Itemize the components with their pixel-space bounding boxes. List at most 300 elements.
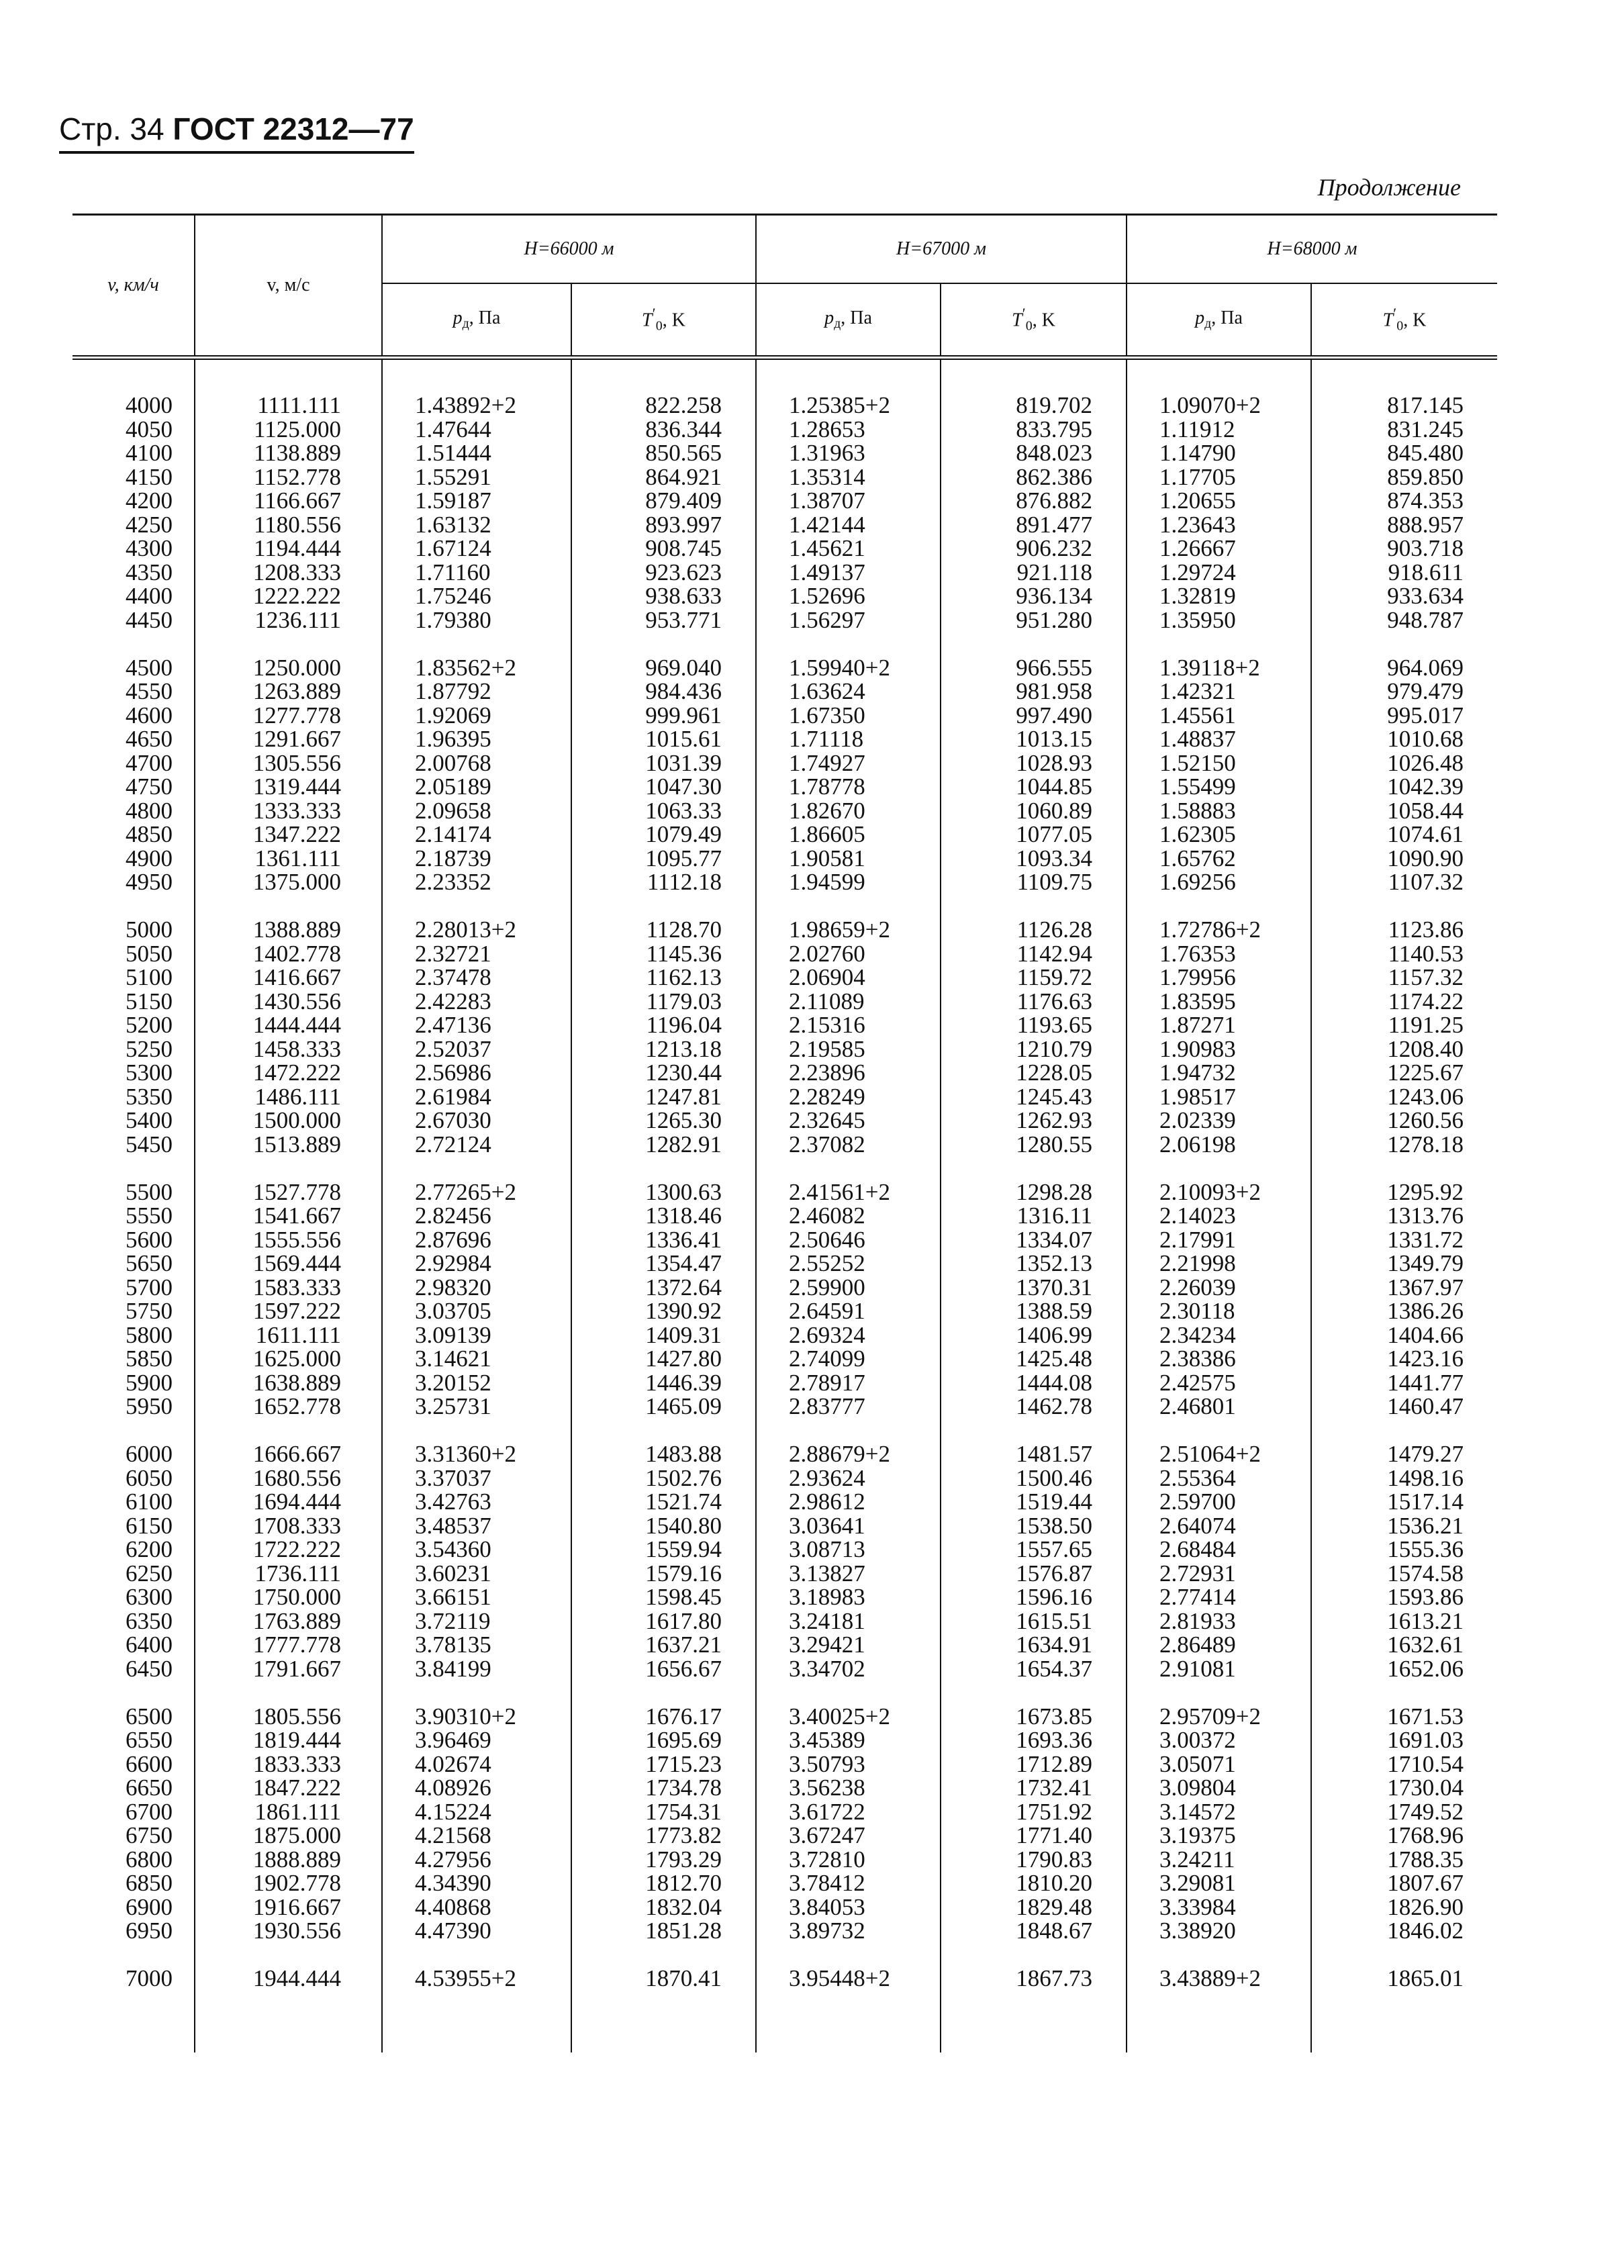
table-row: [73, 441, 1497, 465]
cell-p-h67000: 2.88679+2: [756, 1442, 941, 1466]
table-row: [73, 1967, 1497, 1991]
cell-p-h67000: 2.93624: [756, 1466, 941, 1491]
cell-v-kmh: 5200: [126, 1012, 173, 1038]
cell-p-h67000: 1.28653: [756, 418, 941, 442]
cell-p-h66000: 3.54360: [382, 1538, 571, 1562]
cell-p-h68000: 1.23643: [1127, 513, 1311, 537]
cell-p-h68000: 1.14790: [1127, 441, 1311, 465]
cell-t-h68000: 1404.66: [1311, 1323, 1497, 1348]
cell-t-h68000: 1386.26: [1311, 1299, 1497, 1323]
cell-p-h68000: 1.69256: [1127, 870, 1311, 894]
cell-p-h66000: 3.31360+2: [382, 1442, 571, 1466]
table-row: [73, 1251, 1497, 1276]
table-row: [73, 727, 1497, 751]
cell-v-kmh: 5750: [126, 1298, 173, 1324]
cell-v-kmh: 4050: [126, 416, 173, 442]
table-row: [73, 1037, 1497, 1061]
cell-t-h66000: 1851.28: [571, 1919, 756, 1943]
cell-v-kmh: 5350: [126, 1083, 173, 1110]
table-row: [73, 1895, 1497, 1920]
cell-t-h68000: 1243.06: [1311, 1085, 1497, 1109]
data-table: [73, 214, 1497, 2052]
cell-t-h66000: 938.633: [571, 584, 756, 608]
cell-p-h66000: 3.60231: [382, 1562, 571, 1586]
cell-v-kmh: 6600: [126, 1750, 173, 1777]
cell-p-h68000: 3.24211: [1127, 1848, 1311, 1872]
cell-t-h66000: 1265.30: [571, 1108, 756, 1133]
cell-v-ms: 1694.444: [195, 1490, 382, 1514]
cell-p-h66000: 4.40868: [382, 1895, 571, 1920]
cell-t-h68000: 1574.58: [1311, 1562, 1497, 1586]
cell-v-ms: 1236.111: [195, 608, 382, 632]
cell-t-h67000: 1500.46: [941, 1466, 1127, 1491]
table-row: [73, 465, 1497, 489]
cell-t-h67000: 1159.72: [941, 965, 1127, 990]
cell-p-h66000: 4.53955+2: [382, 1967, 571, 1991]
cell-t-h68000: 1010.68: [1311, 727, 1497, 751]
cell-t-h66000: 1196.04: [571, 1013, 756, 1037]
cell-v-ms: 1458.333: [195, 1037, 382, 1061]
cell-t-h68000: 1441.77: [1311, 1371, 1497, 1395]
cell-p-h68000: 1.20655: [1127, 489, 1311, 513]
cell-p-h66000: 1.59187: [382, 489, 571, 513]
cell-v-ms: 1263.889: [195, 679, 382, 704]
cell-v-kmh: 5050: [126, 940, 173, 967]
cell-t-h66000: 822.258: [571, 393, 756, 418]
cell-v-kmh: 5500: [126, 1178, 173, 1205]
cell-v-kmh: 6700: [126, 1798, 173, 1825]
cell-v-ms: 1833.333: [195, 1752, 382, 1777]
cell-p-h68000: 1.48837: [1127, 727, 1311, 751]
cell-v-ms: 1486.111: [195, 1085, 382, 1109]
cell-v-ms: 1208.333: [195, 561, 382, 585]
cell-t-h67000: 1370.31: [941, 1276, 1127, 1300]
cell-t-h66000: 1637.21: [571, 1633, 756, 1657]
cell-p-h67000: 3.13827: [756, 1562, 941, 1586]
table-row: [73, 1776, 1497, 1800]
cell-t-h66000: 1409.31: [571, 1323, 756, 1348]
cell-v-kmh: 6250: [126, 1560, 173, 1587]
cell-v-kmh: 4250: [126, 511, 173, 538]
cell-p-h66000: 1.43892+2: [382, 393, 571, 418]
table-row: [73, 1514, 1497, 1538]
table-row: [73, 965, 1497, 990]
cell-v-ms: 1847.222: [195, 1776, 382, 1800]
cell-p-h68000: 1.62305: [1127, 822, 1311, 847]
cell-p-h67000: 1.35314: [756, 465, 941, 489]
cell-t-h68000: 1026.48: [1311, 751, 1497, 775]
cell-p-h68000: 2.59700: [1127, 1490, 1311, 1514]
cell-t-h68000: 979.479: [1311, 679, 1497, 704]
cell-v-ms: 1569.444: [195, 1251, 382, 1276]
cell-v-ms: 1416.667: [195, 965, 382, 990]
cell-p-h67000: 3.45389: [756, 1728, 941, 1752]
cell-p-h67000: 2.74099: [756, 1347, 941, 1371]
cell-p-h66000: 2.56986: [382, 1061, 571, 1085]
cell-t-h68000: 874.353: [1311, 489, 1497, 513]
cell-t-h68000: 1807.67: [1311, 1871, 1497, 1895]
cell-v-ms: 1222.222: [195, 584, 382, 608]
cell-t-h68000: 1460.47: [1311, 1395, 1497, 1419]
cell-t-h68000: 1140.53: [1311, 942, 1497, 966]
cell-v-ms: 1388.889: [195, 918, 382, 942]
cell-p-h66000: 1.71160: [382, 561, 571, 585]
subheader-temperature: $T'_0$, K: [941, 283, 1127, 358]
cell-t-h66000: 1617.80: [571, 1609, 756, 1634]
cell-t-h66000: 1179.03: [571, 990, 756, 1014]
cell-p-h66000: 3.84199: [382, 1657, 571, 1681]
cell-t-h68000: 1208.40: [1311, 1037, 1497, 1061]
table-row: [73, 847, 1497, 871]
cell-p-h66000: 1.67124: [382, 536, 571, 561]
cell-t-h67000: 1557.65: [941, 1538, 1127, 1562]
cell-v-ms: 1875.000: [195, 1824, 382, 1848]
cell-p-h68000: 2.91081: [1127, 1657, 1311, 1681]
cell-p-h67000: 1.31963: [756, 441, 941, 465]
cell-v-ms: 1930.556: [195, 1919, 382, 1943]
cell-v-kmh: 6850: [126, 1870, 173, 1896]
cell-p-h67000: 3.18983: [756, 1585, 941, 1609]
cell-p-h66000: 3.72119: [382, 1609, 571, 1634]
cell-v-ms: 1944.444: [195, 1967, 382, 1991]
table-row: [73, 1705, 1497, 1729]
cell-t-h67000: 1109.75: [941, 870, 1127, 894]
cell-t-h67000: 1280.55: [941, 1133, 1127, 1157]
cell-t-h68000: 1671.53: [1311, 1705, 1497, 1729]
cell-v-kmh: 6900: [126, 1893, 173, 1920]
spacer-row: [73, 1943, 1497, 1967]
cell-t-h67000: 1444.08: [941, 1371, 1127, 1395]
cell-t-h67000: 936.134: [941, 584, 1127, 608]
cell-p-h66000: 4.47390: [382, 1919, 571, 1943]
cell-p-h66000: 2.77265+2: [382, 1180, 571, 1204]
table-row: [73, 1585, 1497, 1609]
cell-t-h67000: 1634.91: [941, 1633, 1127, 1657]
table-row: [73, 918, 1497, 942]
cell-p-h67000: 3.89732: [756, 1919, 941, 1943]
cell-v-kmh: 5100: [126, 964, 173, 990]
cell-p-h68000: 3.09804: [1127, 1776, 1311, 1800]
cell-t-h67000: 1028.93: [941, 751, 1127, 775]
cell-t-h68000: 1225.67: [1311, 1061, 1497, 1085]
cell-p-h66000: 3.48537: [382, 1514, 571, 1538]
cell-t-h66000: 1230.44: [571, 1061, 756, 1085]
cell-v-kmh: 5550: [126, 1202, 173, 1229]
cell-p-h67000: 2.59900: [756, 1276, 941, 1300]
cell-t-h68000: 1768.96: [1311, 1824, 1497, 1848]
cell-p-h66000: 1.55291: [382, 465, 571, 489]
cell-t-h67000: 1771.40: [941, 1824, 1127, 1848]
cell-v-kmh: 5850: [126, 1345, 173, 1372]
cell-p-h66000: 1.51444: [382, 441, 571, 465]
cell-v-ms: 1125.000: [195, 418, 382, 442]
cell-t-h68000: 1174.22: [1311, 990, 1497, 1014]
cell-p-h66000: 1.63132: [382, 513, 571, 537]
cell-p-h66000: 1.92069: [382, 704, 571, 728]
cell-t-h67000: 981.958: [941, 679, 1127, 704]
cell-v-kmh: 4950: [126, 869, 173, 895]
cell-v-kmh: 5450: [126, 1131, 173, 1157]
cell-t-h68000: 888.957: [1311, 513, 1497, 537]
cell-p-h67000: 1.52696: [756, 584, 941, 608]
cell-p-h66000: 3.78135: [382, 1633, 571, 1657]
cell-t-h66000: 1015.61: [571, 727, 756, 751]
cell-t-h67000: 876.882: [941, 489, 1127, 513]
cell-p-h68000: 1.58883: [1127, 799, 1311, 823]
cell-p-h67000: 1.78778: [756, 775, 941, 799]
cell-t-h66000: 1318.46: [571, 1204, 756, 1228]
cell-t-h67000: 1673.85: [941, 1705, 1127, 1729]
cell-t-h67000: 1406.99: [941, 1323, 1127, 1348]
cell-t-h67000: 1298.28: [941, 1180, 1127, 1204]
cell-p-h66000: 3.66151: [382, 1585, 571, 1609]
cell-p-h67000: 2.11089: [756, 990, 941, 1014]
cell-v-ms: 1277.778: [195, 704, 382, 728]
subheader-pressure: $p_д$, Па: [756, 283, 941, 358]
spacer-row: [73, 1156, 1497, 1180]
cell-p-h68000: 2.42575: [1127, 1371, 1311, 1395]
cell-t-h66000: 1695.69: [571, 1728, 756, 1752]
table-row: [73, 1633, 1497, 1657]
cell-p-h67000: 3.40025+2: [756, 1705, 941, 1729]
cell-v-ms: 1777.778: [195, 1633, 382, 1657]
cell-t-h66000: 1390.92: [571, 1299, 756, 1323]
cell-v-ms: 1291.667: [195, 727, 382, 751]
table-row: [73, 822, 1497, 847]
cell-v-kmh: 5900: [126, 1369, 173, 1396]
cell-v-kmh: 6400: [126, 1632, 173, 1658]
cell-p-h66000: 3.96469: [382, 1728, 571, 1752]
cell-t-h66000: 1483.88: [571, 1442, 756, 1466]
cell-p-h68000: 2.10093+2: [1127, 1180, 1311, 1204]
cell-t-h67000: 1193.65: [941, 1013, 1127, 1037]
cell-p-h68000: 2.51064+2: [1127, 1442, 1311, 1466]
cell-v-kmh: 5250: [126, 1035, 173, 1062]
cell-t-h67000: 1425.48: [941, 1347, 1127, 1371]
table-row: [73, 1133, 1497, 1157]
cell-p-h68000: 1.11912: [1127, 418, 1311, 442]
cell-p-h66000: 2.82456: [382, 1204, 571, 1228]
cell-v-ms: 1750.000: [195, 1585, 382, 1609]
cell-t-h67000: 1712.89: [941, 1752, 1127, 1777]
cell-p-h68000: 1.55499: [1127, 775, 1311, 799]
cell-v-kmh: 6200: [126, 1536, 173, 1562]
cell-p-h67000: 3.67247: [756, 1824, 941, 1848]
cell-v-kmh: 4450: [126, 606, 173, 633]
cell-t-h68000: 1555.36: [1311, 1538, 1497, 1562]
cell-p-h66000: 4.21568: [382, 1824, 571, 1848]
cell-p-h67000: 2.55252: [756, 1251, 941, 1276]
cell-t-h67000: 1044.85: [941, 775, 1127, 799]
table-row: [73, 942, 1497, 966]
cell-p-h68000: 2.34234: [1127, 1323, 1311, 1348]
cell-p-h68000: 1.17705: [1127, 465, 1311, 489]
cell-t-h67000: 1829.48: [941, 1895, 1127, 1920]
cell-p-h68000: 2.17991: [1127, 1228, 1311, 1252]
cell-v-ms: 1513.889: [195, 1133, 382, 1157]
cell-v-kmh: 6150: [126, 1512, 173, 1539]
cell-t-h67000: 921.118: [941, 561, 1127, 585]
cell-v-ms: 1763.889: [195, 1609, 382, 1634]
cell-t-h68000: 918.611: [1311, 561, 1497, 585]
table-row: [73, 1085, 1497, 1109]
cell-p-h67000: 2.02760: [756, 942, 941, 966]
cell-v-ms: 1500.000: [195, 1108, 382, 1133]
cell-t-h68000: 964.069: [1311, 656, 1497, 680]
cell-t-h67000: 1077.05: [941, 822, 1127, 847]
table-row: [73, 1204, 1497, 1228]
cell-t-h66000: 1446.39: [571, 1371, 756, 1395]
table-row: [73, 1538, 1497, 1562]
cell-p-h66000: 2.42283: [382, 990, 571, 1014]
cell-p-h66000: 2.67030: [382, 1108, 571, 1133]
cell-p-h67000: 3.56238: [756, 1776, 941, 1800]
cell-t-h68000: 1536.21: [1311, 1514, 1497, 1538]
cell-t-h67000: 997.490: [941, 704, 1127, 728]
table-row: [73, 418, 1497, 442]
cell-v-kmh: 6550: [126, 1727, 173, 1753]
cell-p-h68000: 1.65762: [1127, 847, 1311, 871]
spacer-row: [73, 358, 1497, 394]
cell-t-h68000: 1632.61: [1311, 1633, 1497, 1657]
cell-t-h68000: 1710.54: [1311, 1752, 1497, 1777]
cell-p-h66000: 3.03705: [382, 1299, 571, 1323]
cell-v-ms: 1791.667: [195, 1657, 382, 1681]
cell-p-h67000: 2.41561+2: [756, 1180, 941, 1204]
cell-v-kmh: 5150: [126, 988, 173, 1014]
cell-p-h66000: 2.72124: [382, 1133, 571, 1157]
cell-p-h66000: 3.20152: [382, 1371, 571, 1395]
cell-v-kmh: 6500: [126, 1703, 173, 1730]
table-row: [73, 489, 1497, 513]
table-row: [73, 1490, 1497, 1514]
cell-v-kmh: 6950: [126, 1918, 173, 1944]
col-header-v-ms: v, м/с: [195, 215, 382, 358]
cell-t-h67000: 1013.15: [941, 727, 1127, 751]
cell-p-h67000: 1.38707: [756, 489, 941, 513]
table-row: [73, 1442, 1497, 1466]
cell-t-h66000: 1213.18: [571, 1037, 756, 1061]
cell-t-h66000: 1465.09: [571, 1395, 756, 1419]
spacer-row: [73, 894, 1497, 918]
cell-t-h67000: 1060.89: [941, 799, 1127, 823]
cell-p-h68000: 1.90983: [1127, 1037, 1311, 1061]
cell-t-h68000: 1042.39: [1311, 775, 1497, 799]
cell-t-h68000: 1846.02: [1311, 1919, 1497, 1943]
cell-t-h68000: 1090.90: [1311, 847, 1497, 871]
cell-t-h66000: 1579.16: [571, 1562, 756, 1586]
cell-t-h67000: 951.280: [941, 608, 1127, 632]
cell-p-h66000: 2.09658: [382, 799, 571, 823]
cell-p-h68000: 3.05071: [1127, 1752, 1311, 1777]
cell-p-h68000: 3.33984: [1127, 1895, 1311, 1920]
cell-v-kmh: 4800: [126, 797, 173, 824]
cell-v-kmh: 6350: [126, 1607, 173, 1634]
cell-t-h66000: 999.961: [571, 704, 756, 728]
cell-p-h66000: 2.47136: [382, 1013, 571, 1037]
cell-p-h68000: 3.14572: [1127, 1800, 1311, 1824]
cell-p-h67000: 3.72810: [756, 1848, 941, 1872]
cell-p-h66000: 2.05189: [382, 775, 571, 799]
cell-p-h66000: 2.32721: [382, 942, 571, 966]
cell-p-h66000: 4.15224: [382, 1800, 571, 1824]
cell-v-kmh: 6750: [126, 1822, 173, 1848]
cell-p-h66000: 4.27956: [382, 1848, 571, 1872]
cell-t-h67000: 1262.93: [941, 1108, 1127, 1133]
cell-t-h67000: 1810.20: [941, 1871, 1127, 1895]
cell-v-kmh: 4750: [126, 773, 173, 800]
cell-v-ms: 1138.889: [195, 441, 382, 465]
cell-p-h68000: 2.46801: [1127, 1395, 1311, 1419]
table-row: [73, 1728, 1497, 1752]
cell-p-h68000: 2.38386: [1127, 1347, 1311, 1371]
group-header-h67000: H=67000 м: [756, 215, 1127, 284]
cell-v-ms: 1319.444: [195, 775, 382, 799]
cell-p-h67000: 1.63624: [756, 679, 941, 704]
table-row: [73, 393, 1497, 418]
cell-p-h68000: 1.94732: [1127, 1061, 1311, 1085]
cell-p-h67000: 3.84053: [756, 1895, 941, 1920]
cell-t-h67000: 1228.05: [941, 1061, 1127, 1085]
cell-v-ms: 1819.444: [195, 1728, 382, 1752]
cell-v-ms: 1347.222: [195, 822, 382, 847]
cell-p-h67000: 2.46082: [756, 1204, 941, 1228]
cell-v-ms: 1861.111: [195, 1800, 382, 1824]
cell-p-h68000: 2.30118: [1127, 1299, 1311, 1323]
standard-code: ГОСТ 22312—77: [173, 111, 414, 146]
table-row: [73, 561, 1497, 585]
cell-v-ms: 1333.333: [195, 799, 382, 823]
cell-t-h67000: 1538.50: [941, 1514, 1127, 1538]
table-row: [73, 1752, 1497, 1777]
cell-v-kmh: 4550: [126, 678, 173, 704]
cell-t-h68000: 1191.25: [1311, 1013, 1497, 1037]
cell-p-h66000: 1.96395: [382, 727, 571, 751]
cell-p-h67000: 2.69324: [756, 1323, 941, 1348]
cell-v-kmh: 4000: [126, 392, 173, 418]
cell-t-h66000: 1031.39: [571, 751, 756, 775]
cell-t-h68000: 1058.44: [1311, 799, 1497, 823]
table-row: [73, 1276, 1497, 1300]
spacer-row: [73, 632, 1497, 656]
cell-t-h68000: 1157.32: [1311, 965, 1497, 990]
table-row: [73, 1800, 1497, 1824]
cell-p-h67000: 1.90581: [756, 847, 941, 871]
cell-t-h67000: 1245.43: [941, 1085, 1127, 1109]
cell-v-ms: 1611.111: [195, 1323, 382, 1348]
cell-p-h66000: 3.90310+2: [382, 1705, 571, 1729]
cell-v-ms: 1680.556: [195, 1466, 382, 1491]
cell-t-h67000: 966.555: [941, 656, 1127, 680]
cell-t-h68000: 859.850: [1311, 465, 1497, 489]
table-body: [73, 358, 1497, 2052]
cell-t-h66000: 1247.81: [571, 1085, 756, 1109]
cell-t-h67000: 1352.13: [941, 1251, 1127, 1276]
page-header: [59, 111, 414, 154]
cell-p-h66000: 2.00768: [382, 751, 571, 775]
cell-p-h66000: 2.37478: [382, 965, 571, 990]
cell-t-h66000: 1656.67: [571, 1657, 756, 1681]
cell-p-h67000: 1.59940+2: [756, 656, 941, 680]
cell-v-ms: 1902.778: [195, 1871, 382, 1895]
cell-p-h68000: 1.29724: [1127, 561, 1311, 585]
cell-v-kmh: 4650: [126, 726, 173, 752]
table-row: [73, 584, 1497, 608]
table-row: [73, 990, 1497, 1014]
cell-v-ms: 1638.889: [195, 1371, 382, 1395]
cell-t-h67000: 1462.78: [941, 1395, 1127, 1419]
cell-p-h68000: 1.42321: [1127, 679, 1311, 704]
